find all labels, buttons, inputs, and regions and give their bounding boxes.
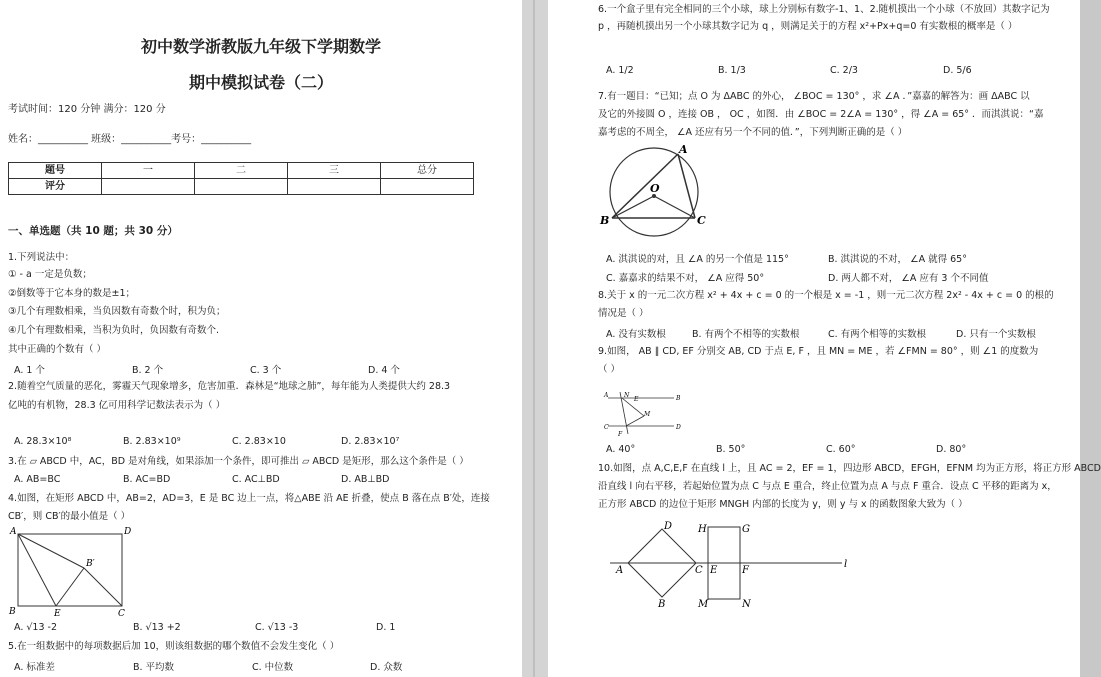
q3-option-a: A. AB=BC [14, 474, 61, 485]
q8-line: 情况是（ ） [598, 308, 649, 319]
q1-option-b: B. 2 个 [132, 365, 164, 376]
q7-line: 及它的外接圆 O ，连接 OB ， OC ，如图．由 ∠BOC = 2∠A = 130° ，得 ∠A = 65° ．而淇淇说：“嘉 [598, 109, 1044, 120]
q5-option-b: B. 平均数 [133, 662, 175, 673]
svg-text:D: D [676, 424, 681, 431]
q6-line: 6.一个盒子里有完全相同的三个小球，球上分别标有数字-1、1、2.随机摸出一个小球（不放回）其数字记为 [598, 4, 1050, 15]
q1-stem: 1.下列说法中： [8, 252, 75, 263]
q7-option-d: D. 两人都不对， ∠A 应有 3 个不同值 [828, 273, 989, 284]
score-cell [288, 179, 381, 195]
fig-label: M [698, 599, 709, 610]
score-cell: 三 [288, 163, 381, 179]
q1-option-c: C. 3 个 [250, 365, 282, 376]
fig-label: C [118, 609, 125, 619]
svg-text:A: A [604, 392, 609, 399]
q6-option-d: D. 5/6 [943, 65, 972, 76]
q6-option-b: B. 1/3 [718, 65, 746, 76]
fig-label: O [650, 182, 660, 195]
q8-line: 8.关于 x 的一元二次方程 x² + 4x + c = 0 的一个根是 x = -1 ，则一元二次方程 2x² - 4x + c = 0 的根的 [598, 290, 1054, 301]
fig-label: B [600, 214, 610, 227]
q9-option-a: A. 40° [606, 444, 636, 455]
fig-label: C [697, 214, 706, 227]
score-cell: 总分 [381, 163, 474, 179]
q10-line: 10.如图，点 A,C,E,F 在直线 l 上，且 AC = 2，EF = 1，四边形 ABCD，EFGH，EFNM 均为正方形，将正方形 ABCD [598, 463, 1101, 474]
q4-figure [6, 524, 130, 618]
q7-option-c: C. 嘉嘉求的结果不对， ∠A 应得 50° [606, 273, 765, 284]
fig-label: G [742, 524, 750, 535]
q2-line: 亿吨的有机物，28.3 亿可用科学记数法表示为（ ） [8, 400, 226, 411]
q4-line: 4.如图，在矩形 ABCD 中，AB=2，AD=3，E 是 BC 边上一点，将△ABE 沿 AE 折叠，使点 B 落在点 B′处，连接 [8, 493, 490, 504]
q4-option-b: B. √13 +2 [133, 622, 181, 633]
score-cell [102, 179, 195, 195]
page-gap [522, 0, 548, 677]
q5-option-d: D. 众数 [370, 662, 403, 673]
page-divider [533, 0, 535, 677]
fig-label: F [742, 565, 749, 576]
svg-text:N: N [624, 392, 630, 399]
q6-option-a: A. 1/2 [606, 65, 634, 76]
exam-info: 考试时间：120 分钟 满分：120 分 [8, 104, 166, 115]
q9-figure [604, 388, 684, 438]
score-cell [381, 179, 474, 195]
fig-label: D [124, 527, 132, 537]
q1-item: ②倒数等于它本身的数是±1； [8, 288, 136, 299]
fig-label: A [679, 143, 688, 156]
q4-option-c: C. √13 -3 [255, 622, 299, 633]
q7-figure [598, 142, 718, 242]
q3-option-d: D. AB⊥BD [341, 474, 390, 485]
q1-option-a: A. 1 个 [14, 365, 45, 376]
q9-option-c: C. 60° [826, 444, 856, 455]
exam-subtitle: 期中模拟试卷（二） [188, 73, 333, 92]
q10-figure [606, 517, 866, 609]
q1-option-d: D. 4 个 [368, 365, 400, 376]
score-cell: 一 [102, 163, 195, 179]
q8-option-c: C. 有两个相等的实数根 [828, 329, 927, 340]
fig-label: B [658, 599, 666, 610]
q7-option-a: A. 淇淇说的对，且 ∠A 的另一个值是 115° [606, 254, 789, 265]
score-cell [195, 179, 288, 195]
q9-line: （ ） [598, 364, 621, 375]
q7-option-b: B. 淇淇说的不对， ∠A 就得 65° [828, 254, 967, 265]
q9-option-b: B. 50° [716, 444, 746, 455]
q2-option-c: C. 2.83×10 [232, 436, 286, 447]
score-cell: 二 [195, 163, 288, 179]
q5-option-a: A. 标准差 [14, 662, 55, 673]
q8-option-b: B. 有两个不相等的实数根 [692, 329, 800, 340]
q1-item: ① - a 一定是负数； [8, 269, 92, 280]
q2-line: 2.随着空气质量的恶化，雾霾天气现象增多，危害加重．森林是“地球之肺”，每年能为人类提供大约 28.3 [8, 381, 451, 392]
q3-option-b: B. AC=BD [123, 474, 171, 485]
page-right [548, 0, 1101, 677]
svg-text:B: B [676, 395, 681, 402]
q1-item: ③几个有理数相乘，当负因数有奇数个时，积为负； [8, 306, 226, 317]
score-cell: 评分 [9, 179, 102, 195]
q4-line: CB′，则 CB′的最小值是（ ） [8, 511, 131, 522]
q8-option-a: A. 没有实数根 [606, 329, 666, 340]
q7-line: 7.有一题目：“已知；点 O 为 ΔABC 的外心， ∠BOC = 130° ，求 ∠A ．”嘉嘉的解答为：画 ΔABC 以 [598, 91, 1030, 102]
svg-text:E: E [634, 396, 639, 403]
fig-label: E [54, 609, 61, 619]
exam-title: 初中数学浙教版九年级下学期数学 [140, 37, 381, 56]
fig-label: C [695, 565, 703, 576]
q9-line: 9.如图， AB ∥ CD, EF 分别交 AB, CD 于点 E, F ，且 MN = ME ，若 ∠FMN = 80° ，则 ∠1 的度数为 [598, 346, 1039, 357]
q9-option-d: D. 80° [936, 444, 967, 455]
score-table [8, 162, 474, 195]
q5-option-c: C. 中位数 [252, 662, 294, 673]
q2-option-d: D. 2.83×10⁷ [341, 436, 400, 447]
fig-label: A [10, 527, 17, 537]
q7-line: 嘉考虑的不周全， ∠A 还应有另一个不同的值．”，下列判断正确的是（ ） [598, 127, 908, 138]
fig-label: N [742, 599, 751, 610]
q6-option-c: C. 2/3 [830, 65, 858, 76]
score-cell: 题号 [9, 163, 102, 179]
page-left [0, 0, 522, 677]
svg-text:F: F [618, 431, 623, 438]
fig-label: H [698, 524, 707, 535]
student-info: 姓名：__________ 班级：__________考号：__________ [8, 134, 252, 145]
q6-line: p ，再随机摸出另一个小球其数字记为 q ，则满足关于的方程 x²+Px+q=0 有实数根的概率是（ ） [598, 21, 1018, 32]
fig-label: E [710, 565, 718, 576]
q3-stem: 3.在 ▱ ABCD 中，AC，BD 是对角线，如果添加一个条件，即可推出 ▱ ABCD 是矩形，那么这个条件是（ ） [8, 456, 469, 467]
q10-line: 沿直线 l 向右平移，若起始位置为点 C 与点 E 重合，终止位置为点 A 与点 F 重合．设点 C 平移的距离为 x， [598, 481, 1057, 492]
svg-text:C: C [604, 424, 609, 431]
q8-option-d: D. 只有一个实数根 [956, 329, 1036, 340]
svg-text:M: M [644, 411, 651, 418]
q1-item: ④几个有理数相乘，当积为负时，负因数有奇数个. [8, 325, 220, 336]
score-table-header-row [9, 163, 474, 179]
q3-option-c: C. AC⊥BD [232, 474, 280, 485]
score-table-score-row [9, 179, 474, 195]
q1-ask: 其中正确的个数有（ ） [8, 344, 107, 355]
fig-label: D [664, 521, 673, 532]
q5-stem: 5.在一组数据中的每项数据后加 10，则该组数据的哪个数值不会发生变化（ ） [8, 641, 340, 652]
fig-label: l [844, 559, 848, 570]
fig-label: B [9, 607, 16, 617]
q10-line: 正方形 ABCD 的边位于矩形 MNGH 内部的长度为 y，则 y 与 x 的函数图象大致为（ ） [598, 499, 968, 510]
q4-option-d: D. 1 [376, 622, 396, 633]
section-heading: 一、单选题（共 10 题；共 30 分） [8, 225, 178, 237]
q2-option-b: B. 2.83×10⁹ [123, 436, 181, 447]
q2-option-a: A. 28.3×10⁸ [14, 436, 72, 447]
fig-label: B′ [86, 559, 95, 569]
q4-option-a: A. √13 -2 [14, 622, 58, 633]
fig-label: A [616, 565, 624, 576]
